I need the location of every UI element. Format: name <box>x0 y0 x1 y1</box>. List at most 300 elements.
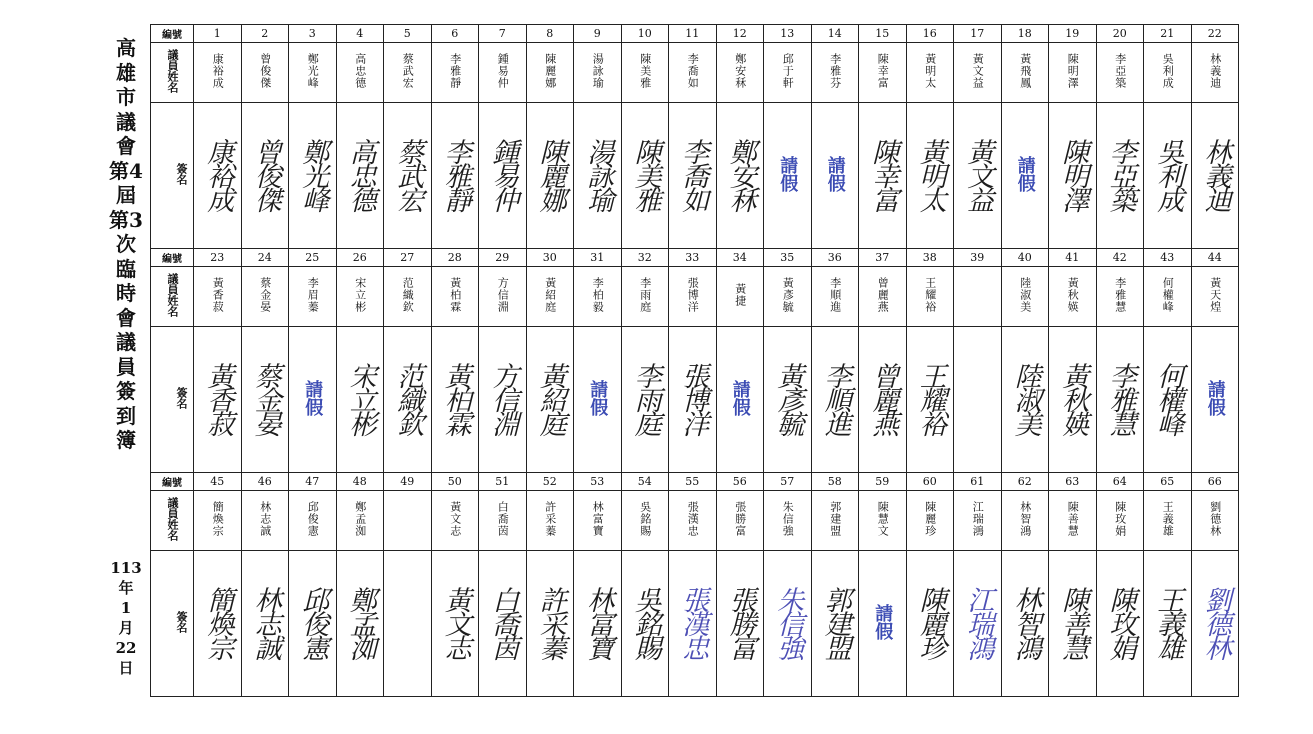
member-number: 21 <box>1144 25 1192 43</box>
handwritten-signature: 李雨庭 <box>629 361 661 434</box>
member-signature-cell <box>526 551 574 697</box>
member-signature-cell <box>859 327 907 473</box>
member-number: 43 <box>1144 249 1192 267</box>
date-month: 1 <box>120 599 132 617</box>
member-name-cell <box>241 267 289 327</box>
handwritten-signature: 陳玫娟 <box>1104 585 1136 658</box>
member-name: 劉德林 <box>1208 500 1222 537</box>
document-date <box>108 558 144 678</box>
member-name-cell <box>1144 491 1192 551</box>
handwritten-signature: 陳善慧 <box>1057 585 1089 658</box>
member-name: 朱信強 <box>781 500 795 537</box>
member-number: 37 <box>859 249 907 267</box>
member-number: 61 <box>954 473 1002 491</box>
name-header-label: 議員姓名 <box>166 496 179 541</box>
member-number: 39 <box>954 249 1002 267</box>
member-name-cell <box>811 267 859 327</box>
handwritten-signature: 陸淑美 <box>1009 361 1041 434</box>
member-name-cell <box>1049 267 1097 327</box>
sign-header-label: 簽名 <box>175 610 188 633</box>
leave-stamp: 請假 <box>1014 155 1036 192</box>
member-number: 1 <box>194 25 242 43</box>
member-number: 44 <box>1191 249 1239 267</box>
member-number: 26 <box>336 249 384 267</box>
sign-header <box>151 327 194 473</box>
member-name: 陳玫娟 <box>1113 500 1127 537</box>
member-name: 鍾易仲 <box>496 52 510 89</box>
member-name-cell <box>384 491 432 551</box>
member-number: 60 <box>906 473 954 491</box>
handwritten-signature: 林志誠 <box>249 585 281 658</box>
member-name: 張勝富 <box>733 500 747 537</box>
member-name: 陳美雅 <box>638 52 652 89</box>
handwritten-signature: 湯詠瑜 <box>582 137 614 210</box>
member-name: 吳利成 <box>1161 52 1175 89</box>
sign-header-label: 簽名 <box>175 386 188 409</box>
member-name: 林義迪 <box>1208 52 1222 89</box>
member-name-cell <box>669 491 717 551</box>
member-name-cell <box>906 491 954 551</box>
member-name-cell <box>764 43 812 103</box>
member-name: 高忠德 <box>353 52 367 89</box>
member-name: 陳麗珍 <box>923 500 937 537</box>
member-number: 59 <box>859 473 907 491</box>
member-number: 54 <box>621 473 669 491</box>
member-number: 41 <box>1049 249 1097 267</box>
member-name-cell <box>479 491 527 551</box>
member-name: 鄭安秝 <box>733 52 747 89</box>
leave-stamp: 請假 <box>824 155 846 192</box>
member-number: 50 <box>431 473 479 491</box>
member-signature-cell <box>716 327 764 473</box>
handwritten-signature: 蔡金晏 <box>249 361 281 434</box>
sign-header <box>151 551 194 697</box>
member-name-cell <box>431 491 479 551</box>
member-name-cell <box>241 43 289 103</box>
member-name-cell <box>669 267 717 327</box>
member-name: 李雅慧 <box>1113 276 1127 313</box>
name-header-label: 議員姓名 <box>166 272 179 317</box>
member-signature-cell <box>669 103 717 249</box>
handwritten-signature: 陳美雅 <box>629 137 661 210</box>
member-name: 方信淵 <box>496 276 510 313</box>
member-name-cell <box>859 267 907 327</box>
member-number: 4 <box>336 25 384 43</box>
member-name-cell <box>1001 267 1049 327</box>
member-signature-cell <box>241 551 289 697</box>
member-number: 28 <box>431 249 479 267</box>
member-number: 45 <box>194 473 242 491</box>
member-name-cell <box>574 491 622 551</box>
member-name-cell <box>621 491 669 551</box>
member-name-cell <box>289 267 337 327</box>
member-number: 52 <box>526 473 574 491</box>
handwritten-signature: 劉德林 <box>1199 585 1231 658</box>
handwritten-signature: 張漢忠 <box>677 585 709 658</box>
member-name: 李雅芬 <box>828 52 842 89</box>
member-signature-cell <box>574 103 622 249</box>
member-number: 32 <box>621 249 669 267</box>
member-signature-cell <box>574 551 622 697</box>
name-row <box>151 491 1239 551</box>
member-number: 7 <box>479 25 527 43</box>
handwritten-signature: 李喬如 <box>677 137 709 210</box>
member-signature-cell <box>526 103 574 249</box>
member-number: 16 <box>906 25 954 43</box>
member-signature-cell <box>1144 551 1192 697</box>
member-name-cell <box>1001 43 1049 103</box>
member-signature-cell <box>1001 551 1049 697</box>
member-name-cell <box>194 43 242 103</box>
handwritten-signature: 白喬茵 <box>487 585 519 658</box>
member-signature-cell <box>716 103 764 249</box>
handwritten-signature: 江瑞鴻 <box>962 585 994 658</box>
document-title: 高雄市議會第4屆第3次臨時會議員簽到簿 <box>109 36 143 452</box>
member-signature-cell <box>1191 103 1239 249</box>
member-name: 林富寶 <box>591 500 605 537</box>
member-number: 35 <box>764 249 812 267</box>
member-name: 黃香菽 <box>211 276 225 313</box>
member-name: 黃文志 <box>448 500 462 537</box>
member-signature-cell <box>906 103 954 249</box>
handwritten-signature: 陳幸富 <box>867 137 899 210</box>
sign-header <box>151 103 194 249</box>
member-signature-cell <box>1191 551 1239 697</box>
member-name-cell <box>194 491 242 551</box>
member-number: 58 <box>811 473 859 491</box>
number-header-label: 編號 <box>162 30 182 41</box>
member-signature-cell <box>241 103 289 249</box>
member-number: 48 <box>336 473 384 491</box>
member-signature-cell <box>1191 327 1239 473</box>
sign-header-label: 簽名 <box>175 162 188 185</box>
member-signature-cell <box>289 103 337 249</box>
handwritten-signature: 陳麗娜 <box>534 137 566 210</box>
member-signature-cell <box>954 551 1002 697</box>
date-year-unit: 年 <box>118 579 134 597</box>
member-signature-cell <box>479 327 527 473</box>
leave-stamp: 請假 <box>1204 379 1226 416</box>
handwritten-signature: 林智鴻 <box>1009 585 1041 658</box>
signature-row <box>151 327 1239 473</box>
member-name-cell <box>336 491 384 551</box>
member-signature-cell <box>764 103 812 249</box>
member-signature-cell <box>1144 103 1192 249</box>
member-name-cell <box>859 43 907 103</box>
member-name-cell <box>526 43 574 103</box>
member-number: 53 <box>574 473 622 491</box>
member-name-cell <box>906 43 954 103</box>
member-name: 陳慧文 <box>876 500 890 537</box>
member-name: 白喬茵 <box>496 500 510 537</box>
name-header <box>151 267 194 327</box>
member-signature-cell <box>1096 551 1144 697</box>
member-name: 吳銘賜 <box>638 500 652 537</box>
member-name: 李雅靜 <box>448 52 462 89</box>
member-signature-cell <box>621 327 669 473</box>
handwritten-signature: 康裕成 <box>202 137 234 210</box>
member-name-cell <box>811 43 859 103</box>
handwritten-signature: 高忠德 <box>344 137 376 210</box>
member-name-cell <box>574 43 622 103</box>
member-name-cell <box>764 267 812 327</box>
member-number: 66 <box>1191 473 1239 491</box>
member-name-cell <box>1144 267 1192 327</box>
member-name: 黃柏霖 <box>448 276 462 313</box>
handwritten-signature: 鍾易仲 <box>487 137 519 210</box>
member-signature-cell <box>574 327 622 473</box>
member-number: 51 <box>479 473 527 491</box>
member-name: 康裕成 <box>211 52 225 89</box>
handwritten-signature: 李亞築 <box>1104 137 1136 210</box>
member-signature-cell <box>906 551 954 697</box>
member-name-cell <box>194 267 242 327</box>
handwritten-signature: 張博洋 <box>677 361 709 434</box>
member-number: 12 <box>716 25 764 43</box>
member-number: 49 <box>384 473 432 491</box>
member-signature-cell <box>526 327 574 473</box>
handwritten-signature: 方信淵 <box>487 361 519 434</box>
handwritten-signature: 范織欽 <box>392 361 424 434</box>
leave-stamp: 請假 <box>729 379 751 416</box>
member-signature-cell <box>194 103 242 249</box>
member-name-cell <box>384 267 432 327</box>
member-name-cell <box>574 267 622 327</box>
member-number: 65 <box>1144 473 1192 491</box>
member-name-cell <box>1191 43 1239 103</box>
handwritten-signature: 陳明澤 <box>1057 137 1089 210</box>
member-name: 范織欽 <box>401 276 415 313</box>
member-number: 62 <box>1001 473 1049 491</box>
member-name-cell <box>1049 491 1097 551</box>
member-number: 18 <box>1001 25 1049 43</box>
member-signature-cell <box>621 103 669 249</box>
member-name: 江瑞鴻 <box>971 500 985 537</box>
member-signature-cell <box>1096 103 1144 249</box>
member-number: 24 <box>241 249 289 267</box>
handwritten-signature: 林富寶 <box>582 585 614 658</box>
handwritten-signature: 林義迪 <box>1199 137 1231 210</box>
member-name-cell <box>954 491 1002 551</box>
handwritten-signature: 黃文益 <box>962 137 994 210</box>
handwritten-signature: 蔡武宏 <box>392 137 424 210</box>
member-number: 64 <box>1096 473 1144 491</box>
member-name: 李眉蓁 <box>306 276 320 313</box>
handwritten-signature: 王耀裕 <box>914 361 946 434</box>
member-signature-cell <box>1001 103 1049 249</box>
name-header-label: 議員姓名 <box>166 48 179 93</box>
member-name-cell <box>621 267 669 327</box>
handwritten-signature: 李雅慧 <box>1104 361 1136 434</box>
member-number: 47 <box>289 473 337 491</box>
member-signature-cell <box>811 103 859 249</box>
member-number: 22 <box>1191 25 1239 43</box>
member-name: 黃紹庭 <box>543 276 557 313</box>
member-name-cell <box>716 491 764 551</box>
member-name: 黃明太 <box>923 52 937 89</box>
member-signature-cell <box>384 327 432 473</box>
member-name-cell <box>954 267 1002 327</box>
member-name: 何權峰 <box>1161 276 1175 313</box>
member-name: 曾俊傑 <box>258 52 272 89</box>
handwritten-signature: 張勝富 <box>724 585 756 658</box>
member-name: 黃飛鳳 <box>1018 52 1032 89</box>
member-signature-cell <box>1049 103 1097 249</box>
member-name: 黃秋媖 <box>1066 276 1080 313</box>
member-name-cell <box>479 43 527 103</box>
handwritten-signature: 黃文志 <box>439 585 471 658</box>
member-signature-cell <box>1049 327 1097 473</box>
member-signature-cell <box>384 551 432 697</box>
member-name-cell <box>811 491 859 551</box>
member-name-cell <box>431 43 479 103</box>
member-signature-cell <box>194 327 242 473</box>
member-signature-cell <box>194 551 242 697</box>
member-signature-cell <box>811 551 859 697</box>
handwritten-signature: 陳麗珍 <box>914 585 946 658</box>
member-name: 鄭光峰 <box>306 52 320 89</box>
member-name-cell <box>336 267 384 327</box>
member-signature-cell <box>479 103 527 249</box>
member-signature-cell <box>431 551 479 697</box>
member-number: 15 <box>859 25 907 43</box>
member-number: 42 <box>1096 249 1144 267</box>
handwritten-signature: 何權峰 <box>1152 361 1184 434</box>
member-name: 蔡金晏 <box>258 276 272 313</box>
handwritten-signature: 黃紹庭 <box>534 361 566 434</box>
member-signature-cell <box>954 103 1002 249</box>
member-signature-cell <box>241 327 289 473</box>
handwritten-signature: 鄭孟洳 <box>344 585 376 658</box>
handwritten-signature: 郭建盟 <box>819 585 851 658</box>
member-number: 13 <box>764 25 812 43</box>
member-number: 55 <box>669 473 717 491</box>
member-name-cell <box>1001 491 1049 551</box>
member-name: 陳麗娜 <box>543 52 557 89</box>
number-header <box>151 249 194 267</box>
name-row <box>151 43 1239 103</box>
number-row <box>151 249 1239 267</box>
member-name: 王義雄 <box>1161 500 1175 537</box>
member-name-cell <box>1096 267 1144 327</box>
member-name-cell <box>669 43 717 103</box>
handwritten-signature: 李順進 <box>819 361 851 434</box>
handwritten-signature: 宋立彬 <box>344 361 376 434</box>
member-name: 鄭孟洳 <box>353 500 367 537</box>
member-name: 李順進 <box>828 276 842 313</box>
member-number: 63 <box>1049 473 1097 491</box>
member-name-cell <box>1144 43 1192 103</box>
date-month-unit: 月 <box>118 619 134 637</box>
member-signature-cell <box>954 327 1002 473</box>
handwritten-signature: 曾麗燕 <box>867 361 899 434</box>
member-name-cell <box>1096 491 1144 551</box>
member-name: 陸淑美 <box>1018 276 1032 313</box>
date-year: 113 <box>110 559 142 577</box>
number-header <box>151 25 194 43</box>
member-signature-cell <box>384 103 432 249</box>
member-name-cell <box>906 267 954 327</box>
handwritten-signature: 黃彥毓 <box>772 361 804 434</box>
member-number: 25 <box>289 249 337 267</box>
member-number: 9 <box>574 25 622 43</box>
member-number: 33 <box>669 249 717 267</box>
leave-stamp: 請假 <box>777 155 799 192</box>
handwritten-signature: 黃秋媖 <box>1057 361 1089 434</box>
member-number: 14 <box>811 25 859 43</box>
member-number: 17 <box>954 25 1002 43</box>
member-name: 宋立彬 <box>353 276 367 313</box>
number-row <box>151 25 1239 43</box>
member-name: 郭建盟 <box>828 500 842 537</box>
member-name-cell <box>1096 43 1144 103</box>
signature-row <box>151 551 1239 697</box>
member-name-cell <box>621 43 669 103</box>
member-signature-cell <box>1144 327 1192 473</box>
member-name-cell <box>479 267 527 327</box>
date-day-unit: 日 <box>118 659 134 677</box>
leave-stamp: 請假 <box>872 603 894 640</box>
member-name: 簡煥宗 <box>211 500 225 537</box>
number-header-label: 編號 <box>162 478 182 489</box>
member-name-cell <box>384 43 432 103</box>
number-header-label: 編號 <box>162 254 182 265</box>
member-name-cell <box>431 267 479 327</box>
member-name-cell <box>336 43 384 103</box>
handwritten-signature: 鄭光峰 <box>297 137 329 210</box>
member-number: 36 <box>811 249 859 267</box>
member-name: 陳善慧 <box>1066 500 1080 537</box>
member-name-cell <box>1049 43 1097 103</box>
name-header <box>151 491 194 551</box>
handwritten-signature: 邱俊憲 <box>297 585 329 658</box>
member-signature-cell <box>289 551 337 697</box>
number-header <box>151 473 194 491</box>
member-signature-cell <box>1049 551 1097 697</box>
member-number: 6 <box>431 25 479 43</box>
member-name: 黃彥毓 <box>781 276 795 313</box>
member-name: 黃捷 <box>733 282 747 307</box>
member-number: 11 <box>669 25 717 43</box>
member-number: 40 <box>1001 249 1049 267</box>
member-name: 張博洋 <box>686 276 700 313</box>
handwritten-signature: 朱信強 <box>772 585 804 658</box>
member-number: 57 <box>764 473 812 491</box>
member-name: 王耀裕 <box>923 276 937 313</box>
member-name-cell <box>716 43 764 103</box>
member-number: 27 <box>384 249 432 267</box>
member-name: 張漢忠 <box>686 500 700 537</box>
member-name: 林智鴻 <box>1018 500 1032 537</box>
member-number: 2 <box>241 25 289 43</box>
signature-row <box>151 103 1239 249</box>
member-signature-cell <box>289 327 337 473</box>
member-number: 56 <box>716 473 764 491</box>
leave-stamp: 請假 <box>587 379 609 416</box>
member-name-cell <box>859 491 907 551</box>
member-name: 李喬如 <box>686 52 700 89</box>
handwritten-signature: 曾俊傑 <box>249 137 281 210</box>
handwritten-signature: 簡煥宗 <box>202 585 234 658</box>
member-name: 黃文益 <box>971 52 985 89</box>
handwritten-signature: 許采蓁 <box>534 585 566 658</box>
member-signature-cell <box>669 551 717 697</box>
handwritten-signature: 吳利成 <box>1152 137 1184 210</box>
member-signature-cell <box>859 103 907 249</box>
member-signature-cell <box>621 551 669 697</box>
member-signature-cell <box>431 327 479 473</box>
member-signature-cell <box>479 551 527 697</box>
